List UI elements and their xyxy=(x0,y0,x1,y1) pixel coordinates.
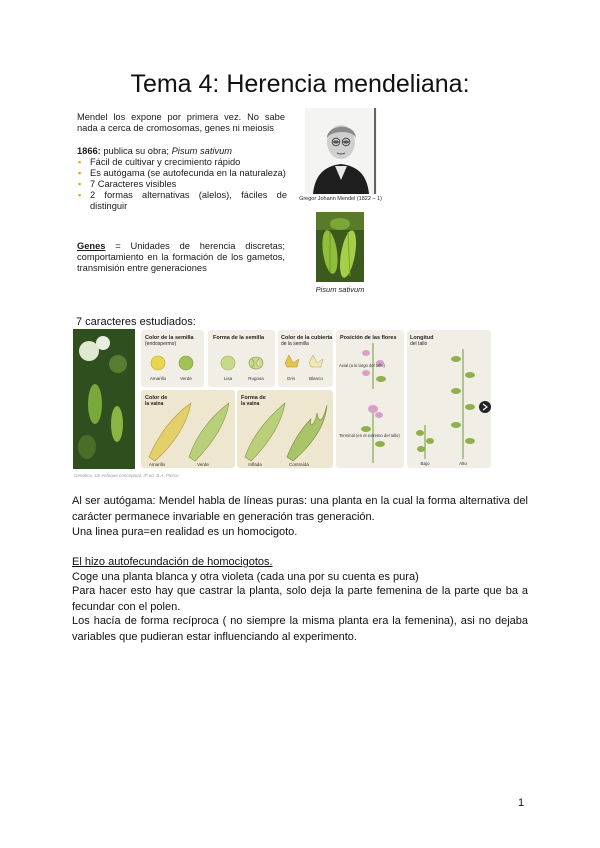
page-number: 1 xyxy=(518,797,525,809)
figure-source: Genética. Un enfoque conceptual, 3ª ed. B.A. Pierce xyxy=(74,473,179,478)
wrinkled-seed-icon xyxy=(249,357,263,369)
flower-position-option: Terminal (en el extremo del tallo) xyxy=(339,433,400,438)
publication-year: 1866: xyxy=(77,146,101,156)
characters-label: 7 caracteres estudiados: xyxy=(76,316,196,328)
paragraph-pure-lines: Al ser autógama: Mendel habla de líneas puras: una planta en la cual la forma alternativa del carácter permanece invariable en generación tras generación. xyxy=(72,495,528,523)
intro-text: Mendel los expone por primera vez. No sabe nada a cerca de cromosomas, genes ni meiosis xyxy=(77,112,285,133)
stem-length-option: Bajo xyxy=(420,461,430,466)
pod-shape-option: Inflada xyxy=(248,462,262,467)
section-heading: El hizo autofecundación de homocigotos. xyxy=(72,556,273,568)
mendel-portrait-image xyxy=(305,108,377,194)
portrait-caption: Gregor Johann Mendel (1822 – 1) xyxy=(299,196,382,202)
flower-position-title: Posición de las flores xyxy=(340,335,397,341)
feature-item: ▪ Fácil de cultivar y crecimiento rápido xyxy=(77,157,287,168)
seven-characters-figure xyxy=(73,329,493,472)
green-seed-icon xyxy=(179,356,193,370)
pod-color-subtitle: la vaina xyxy=(145,401,164,407)
paragraph-homozygote: Una linea pura=en realidad es un homocigoto. xyxy=(72,526,298,538)
coat-color-subtitle: de la semilla xyxy=(281,341,309,347)
coat-color-title: Color de la cubierta xyxy=(281,335,333,341)
smooth-seed-icon xyxy=(221,356,235,370)
publication-block xyxy=(77,146,287,212)
feature-item: ▪ 2 formas alternativas (alelos), fáciles de distinguir xyxy=(77,190,287,212)
publication-lead xyxy=(77,146,287,157)
seed-color-title: Color de la semilla xyxy=(145,335,194,341)
coat-color-option: Gris xyxy=(286,376,296,381)
stem-length-option: Alto xyxy=(459,461,467,466)
species-name: Pisum sativum xyxy=(171,146,233,156)
panel-flower-position xyxy=(336,330,404,468)
paragraph-castration: Para hacer esto hay que castrar la planta, solo deja la parte femenina de la parte que ba a fecundar con el polen. xyxy=(72,585,528,613)
seed-color-option: Verde xyxy=(180,376,192,381)
pea-pods-image xyxy=(316,212,364,282)
pod-color-title: Color de xyxy=(145,395,168,401)
pod-shape-option: Contraída xyxy=(289,462,309,467)
yellow-seed-icon xyxy=(151,356,165,370)
stem-length-subtitle: del tallo xyxy=(410,341,428,347)
pod-color-option: Verde xyxy=(197,462,209,467)
page-title: Tema 4: Herencia mendeliana: xyxy=(130,70,470,98)
flower-position-option: Axial (a lo largo del tallo) xyxy=(339,363,385,368)
seed-shape-title: Forma de la semilla xyxy=(213,335,265,341)
feature-item: ▪ 7 Caracteres visibles xyxy=(77,179,287,190)
paragraph-plants: Coge una planta blanca y otra violeta (cada una por su cuenta es pura) xyxy=(72,571,419,583)
paragraph-reciprocal: Los hacía de forma recíproca ( no siempre la misma planta era la femenina), asi no dejaba variables que pudieran estar influenciando al experimento. xyxy=(72,615,528,643)
pod-shape-title: Forma de xyxy=(241,395,266,401)
stem-length-title: Longitud xyxy=(410,335,434,341)
genes-definition xyxy=(77,241,285,274)
next-arrow-icon[interactable] xyxy=(479,401,491,413)
pea-plant-photo xyxy=(73,329,135,469)
genes-label: Genes xyxy=(77,241,106,251)
feature-item: ▪ Es autógama (se autofecunda en la naturaleza) xyxy=(77,168,287,179)
publication-text: publica su obra; xyxy=(100,146,172,156)
seed-shape-option: Rugosa xyxy=(248,376,264,381)
coat-color-option: Blanco xyxy=(309,376,323,381)
feature-list xyxy=(77,157,287,212)
pod-shape-subtitle: la vaina xyxy=(241,401,260,407)
pod-color-option: Amarillo xyxy=(148,462,166,467)
pea-caption: Pisum sativum xyxy=(315,285,365,294)
genes-text: = Unidades de herencia discretas; comportamiento en la formación de los gametos, transmisión entre generaciones xyxy=(77,241,285,273)
seed-color-option: Amarillo xyxy=(149,376,167,381)
seed-color-subtitle: (endospermo) xyxy=(145,341,177,347)
seed-shape-option: Lisa xyxy=(223,376,233,381)
